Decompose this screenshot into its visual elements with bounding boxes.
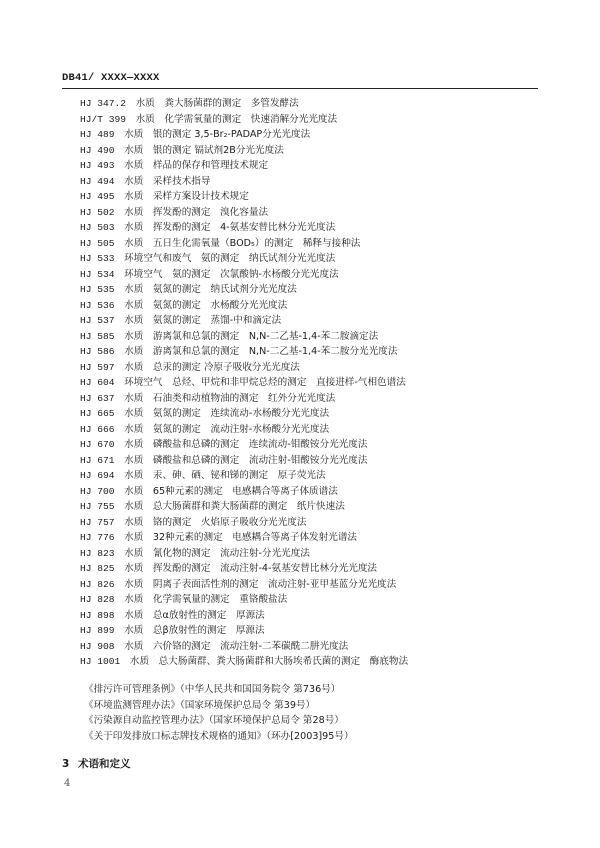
reference-title: 水质 铬的测定 火焰原子吸收分光光度法 <box>124 516 307 528</box>
reference-title: 水质 采样方案设计技术规定 <box>124 191 249 202</box>
reference-item <box>80 623 550 639</box>
regulation-item: 《关于印发排放口标志牌技术规格的通知》（环办[2003]95号） <box>84 730 354 742</box>
reference-code: HJ 534 <box>80 268 115 280</box>
reference-item <box>80 639 550 655</box>
reference-title: 水质 样品的保存和管理技术规定 <box>124 160 269 171</box>
reference-item <box>80 313 550 329</box>
reference-title: 水质 挥发酚的测定 流动注射-4-氨基安替比林分光光度法 <box>124 563 378 574</box>
reference-code: HJ 604 <box>80 377 115 388</box>
reference-item <box>80 220 550 236</box>
reference-title: 水质 化学需氧量的测定 重铬酸盐法 <box>124 594 288 605</box>
reference-title: 水质 32种元素的测定 电感耦合等离子体发射光谱法 <box>124 532 358 543</box>
reference-code: HJ 665 <box>80 408 115 419</box>
reference-item <box>80 236 550 252</box>
reference-item <box>80 654 550 670</box>
reference-title: 水质 65种元素的测定 电感耦合等离子体质谱法 <box>124 485 338 497</box>
reference-title: 水质 氨氮的测定 流动注射-水杨酸分光光度法 <box>124 423 330 435</box>
reference-item <box>80 267 550 283</box>
reference-code: HJ 666 <box>80 423 115 435</box>
reference-item <box>80 453 550 469</box>
reference-title: 水质 挥发酚的测定 4-氨基安替比林分光光度法 <box>124 222 336 233</box>
reference-code: HJ 757 <box>80 516 115 528</box>
reference-item <box>80 127 550 143</box>
reference-code: HJ 1001 <box>80 656 121 667</box>
reference-title: 水质 汞、砷、硒、铋和锑的测定 原子荧光法 <box>124 470 326 481</box>
reference-title: 水质 游离氯和总氯的测定 N,N-二乙基-1,4-苯二胺分光光度法 <box>124 346 398 357</box>
reference-title: 水质 总大肠菌群和粪大肠菌群的测定 纸片快速法 <box>124 501 345 512</box>
reference-code: HJ 700 <box>80 485 115 497</box>
reference-code: HJ 823 <box>80 547 115 559</box>
reference-item <box>80 329 550 345</box>
reference-title: 水质 氰化物的测定 流动注射-分光光度法 <box>124 547 310 559</box>
reference-item <box>80 205 550 221</box>
reference-title: 水质 总β放射性的测定 厚源法 <box>124 625 265 636</box>
reference-code: HJ 597 <box>80 361 115 373</box>
regulation-item: 《环境监测管理办法》（国家环境保护总局令 第39号） <box>84 699 316 711</box>
reference-code: HJ 776 <box>80 532 115 543</box>
reference-item <box>80 561 550 577</box>
reference-title: 水质 采样技术指导 <box>124 175 211 187</box>
reference-title: 水质 挥发酚的测定 溴化容量法 <box>124 206 269 218</box>
reference-item <box>80 344 550 360</box>
reference-item <box>80 484 550 500</box>
reference-item <box>80 189 550 205</box>
reference-item <box>80 499 550 515</box>
reference-code: HJ 898 <box>80 609 115 621</box>
reference-code: HJ 535 <box>80 284 115 295</box>
reference-code: HJ 825 <box>80 563 115 574</box>
reference-item <box>80 143 550 159</box>
reference-code: HJ 502 <box>80 206 115 218</box>
reference-code: HJ 494 <box>80 175 115 187</box>
reference-item <box>80 360 550 376</box>
reference-title: 水质 氨氮的测定 连续流动-水杨酸分光光度法 <box>124 408 330 419</box>
reference-code: HJ 503 <box>80 222 115 233</box>
reference-item <box>80 282 550 298</box>
section-heading <box>62 756 131 771</box>
reference-item <box>80 577 550 593</box>
reference-code: HJ 347.2 <box>80 98 127 109</box>
regulation-item: 《污染源自动监控管理办法》（国家环境保护总局令 第28号） <box>84 715 344 726</box>
section-number: 3 <box>62 758 70 770</box>
reference-title: 水质 氨氮的测定 纳氏试剂分光光度法 <box>124 284 297 295</box>
reference-title: 水质 总大肠菌群、粪大肠菌群和大肠埃希氏菌的测定 酶底物法 <box>129 656 409 667</box>
reference-title: 环境空气 总烃、甲烷和非甲烷总烃的测定 直接进样-气相色谱法 <box>124 377 406 388</box>
reference-code: HJ 670 <box>80 439 115 450</box>
reference-code: HJ 536 <box>80 299 115 311</box>
section-title: 术语和定义 <box>78 758 131 770</box>
reference-code: HJ 899 <box>80 625 115 636</box>
reference-title: 水质 氨氮的测定 蒸馏-中和滴定法 <box>124 315 282 326</box>
reference-code: HJ 671 <box>80 454 115 466</box>
reference-title: 水质 氨氮的测定 水杨酸分光光度法 <box>124 299 288 311</box>
reference-code: HJ/T 399 <box>80 113 127 125</box>
reference-code: HJ 533 <box>80 253 115 264</box>
reference-title: 水质 磷酸盐和总磷的测定 连续流动-钼酸铵分光光度法 <box>124 439 368 450</box>
reference-code: HJ 826 <box>80 578 115 590</box>
reference-code: HJ 493 <box>80 160 115 171</box>
reference-code: HJ 694 <box>80 470 115 481</box>
reference-code: HJ 490 <box>80 144 115 156</box>
reference-item <box>80 608 550 624</box>
reference-item <box>80 592 550 608</box>
reference-item <box>80 468 550 484</box>
reference-title: 水质 游离氯和总氯的测定 N,N-二乙基-1,4-苯二胺滴定法 <box>124 330 379 342</box>
reference-title: 环境空气和废气 氨的测定 纳氏试剂分光光度法 <box>124 253 336 264</box>
reference-item <box>80 530 550 546</box>
reference-item <box>80 251 550 267</box>
reference-item <box>80 174 550 190</box>
reference-code: HJ 755 <box>80 501 115 512</box>
reference-code: HJ 489 <box>80 129 115 140</box>
reference-item <box>80 298 550 314</box>
reference-title: 水质 粪大肠菌群的测定 多管发酵法 <box>135 98 299 109</box>
document-code-header: DB41/ XXXX—XXXX <box>62 72 160 84</box>
page-number: 4 <box>64 778 71 789</box>
reference-title: 水质 化学需氧量的测定 快速消解分光光度法 <box>135 113 338 125</box>
reference-code: HJ 495 <box>80 191 115 202</box>
reference-item <box>80 406 550 422</box>
reference-title: 水质 银的测定 镉试剂2B分光光度法 <box>124 144 284 156</box>
header-rule <box>62 88 538 89</box>
reference-title: 水质 阴离子表面活性剂的测定 流动注射-亚甲基蓝分光光度法 <box>124 578 397 590</box>
reference-code: HJ 537 <box>80 315 115 326</box>
reference-item <box>80 422 550 438</box>
reference-title: 水质 六价铬的测定 流动注射-二苯碳酰二肼光度法 <box>124 640 349 652</box>
reference-code: HJ 585 <box>80 330 115 342</box>
reference-item <box>80 158 550 174</box>
reference-item <box>80 546 550 562</box>
regulation-list <box>84 682 554 744</box>
reference-title: 环境空气 氨的测定 次氯酸钠-水杨酸分光光度法 <box>124 268 339 280</box>
reference-code: HJ 908 <box>80 640 115 652</box>
reference-item <box>80 391 550 407</box>
reference-code: HJ 505 <box>80 237 115 249</box>
reference-title: 水质 总汞的测定 冷原子吸收分光光度法 <box>124 361 300 373</box>
reference-item <box>80 437 550 453</box>
reference-item <box>80 515 550 531</box>
reference-code: HJ 637 <box>80 392 115 404</box>
reference-code: HJ 828 <box>80 594 115 605</box>
reference-title: 水质 五日生化需氧量（BOD₅）的测定 稀释与接种法 <box>124 237 361 249</box>
reference-title: 水质 石油类和动植物油的测定 红外分光光度法 <box>124 392 336 404</box>
reference-item <box>80 96 550 112</box>
regulation-item: 《排污许可管理条例》（中华人民共和国国务院令 第736号） <box>84 684 341 695</box>
normative-reference-list <box>80 96 550 670</box>
reference-item <box>80 112 550 128</box>
reference-title: 水质 银的测定 3,5-Br₂-PADAP分光光度法 <box>124 129 311 140</box>
reference-title: 水质 总α放射性的测定 厚源法 <box>124 609 265 621</box>
reference-item <box>80 375 550 391</box>
reference-code: HJ 586 <box>80 346 115 357</box>
reference-title: 水质 磷酸盐和总磷的测定 流动注射-钼酸铵分光光度法 <box>124 454 368 466</box>
